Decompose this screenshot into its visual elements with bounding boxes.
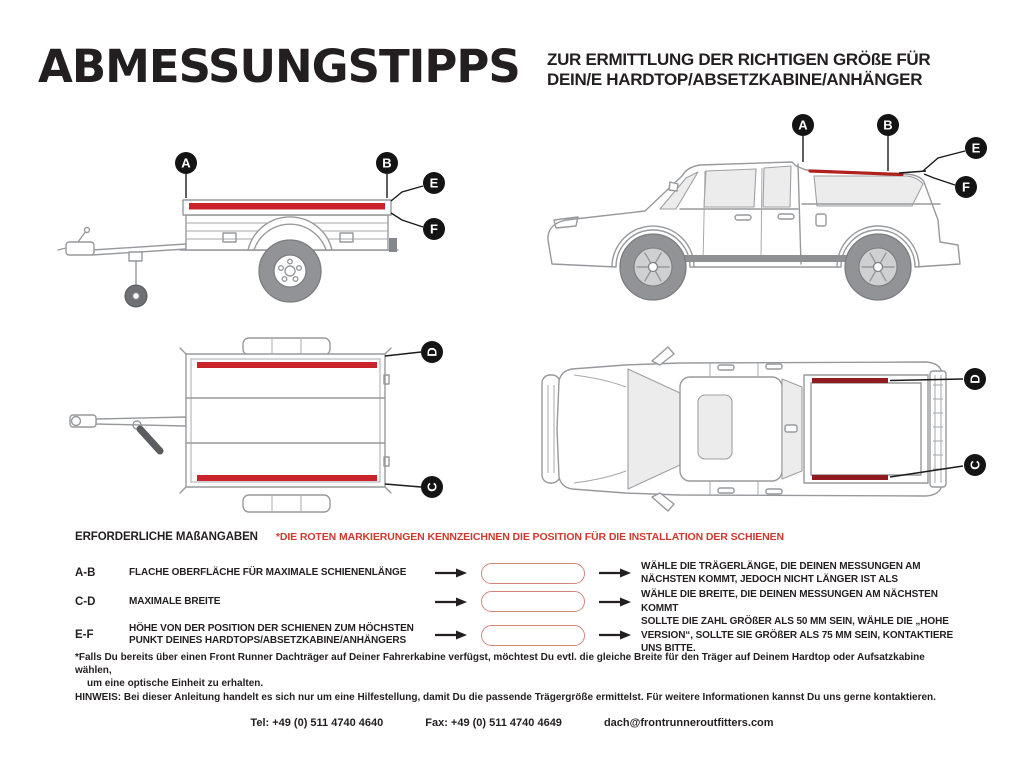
bed-rail-marking-bottom: [812, 475, 888, 480]
svg-text:D: D: [424, 347, 440, 357]
measurement-instruction: WÄHLE DIE TRÄGERLÄNGE, DIE DEINEN MESSUNGEN AM NÄCHSTEN KOMMT, JEDOCH NICHT LÄNGER IST ALS: [641, 560, 921, 585]
truck-line-art: [542, 347, 946, 511]
label-c-badge: [421, 476, 443, 498]
label-d-badge: [421, 341, 443, 363]
arrow-right-icon: [598, 629, 632, 641]
bed-rail-marking-top: [812, 378, 888, 383]
label-f-badge: [955, 176, 977, 198]
truck-top-view-drawing: [530, 335, 1000, 530]
svg-text:C: C: [424, 482, 440, 492]
trailer-line-art: [58, 200, 398, 307]
measurement-input-field[interactable]: [481, 591, 585, 612]
asterisk-footnote: [75, 651, 960, 690]
trailer-side-view-drawing: [40, 140, 460, 325]
label-a-badge: [175, 152, 197, 174]
arrow-right-icon: [598, 567, 632, 579]
svg-text:E: E: [971, 140, 981, 156]
leader-lines: [385, 352, 421, 487]
arrow-right-icon: [434, 629, 468, 641]
measurements-heading-row: [75, 531, 784, 543]
label-f-badge: [423, 218, 445, 240]
svg-text:D: D: [967, 374, 983, 384]
hinweis-footnote: HINWEIS: Bei dieser Anleitung handelt es sich nur um eine Hilfestellung, damit Du die passende Trägergröße ermittelst. Für weitere Informationen kannst Du uns gerne kontaktieren.: [75, 692, 936, 703]
measurement-code: A-B: [75, 567, 96, 579]
measurement-description: HÖHE VON DER POSITION DER SCHIENEN ZUM HÖCHSTEN PUNKT DEINES HARDTOPS/ABSETZKABINE/ANHÄNGERS: [129, 623, 414, 647]
measurement-description: MAXIMALE BREITE: [129, 595, 221, 607]
page-subtitle: [547, 50, 930, 89]
asterisk-footnote-line-2: um eine optische Einheit zu erhalten.: [87, 678, 264, 689]
svg-text:B: B: [382, 155, 392, 171]
truck-line-art: [548, 162, 960, 300]
measurement-row-cd: [75, 588, 960, 615]
rail-position-marking-bottom: [197, 475, 377, 481]
svg-text:C: C: [967, 460, 983, 470]
trailer-side-view-figure: [40, 140, 460, 325]
svg-text:A: A: [181, 155, 191, 171]
label-a-badge: [792, 114, 814, 136]
label-d-badge: [964, 368, 986, 390]
measurement-input-field[interactable]: [481, 625, 585, 646]
label-b-badge: [877, 114, 899, 136]
measurement-instruction: SOLLTE DIE ZAHL GRÖßER ALS 50 MM SEIN, WÄHLE DIE „HOHE VERSION“, SOLLTE SIE GRÖßER ALS 75 MM SEIN, KONTAKTIERE UNS BITTE.: [641, 616, 954, 654]
contact-email: dach@frontrunneroutfitters.com: [603, 717, 774, 729]
label-e-badge: [423, 172, 445, 194]
measurement-code: C-D: [75, 595, 96, 608]
measurement-row-ab: [75, 558, 960, 588]
truck-top-view-figure: [530, 335, 1000, 530]
svg-text:A: A: [798, 117, 808, 133]
svg-text:F: F: [430, 221, 438, 237]
contact-row: [0, 717, 1024, 729]
label-b-badge: [376, 152, 398, 174]
measurement-field-cell: [477, 591, 589, 612]
measurement-rows: [75, 558, 960, 656]
subtitle-line-1: ZUR ERMITTLUNG DER RICHTIGEN GRÖßE FÜR: [547, 50, 931, 69]
rail-position-marking: [189, 203, 385, 210]
measurement-instruction: WÄHLE DIE BREITE, DIE DEINEN MESSUNGEN AM NÄCHSTEN KOMMT: [641, 589, 938, 614]
arrow-right-icon: [598, 596, 632, 608]
contact-tel: Tel: +49 (0) 511 4740 4640: [250, 717, 384, 729]
measurement-description: FLACHE OBERFLÄCHE FÜR MAXIMALE SCHIENENLÄNGE: [129, 567, 407, 578]
asterisk-footnote-line-1: *Falls Du bereits über einen Front Runner Dachträger auf Deiner Fahrerkabine verfügst, möchtest Du evtl. die gleiche Breite für den Träger auf Deinem Hardtop oder Aufsatzkabine wählen,: [75, 652, 925, 676]
measurement-code: E-F: [75, 629, 94, 642]
measurements-heading: ERFORDERLICHE MAßANGABEN: [75, 531, 258, 543]
measurement-row-ef: [75, 615, 960, 656]
svg-text:B: B: [883, 117, 893, 133]
arrow-right-icon: [434, 567, 468, 579]
svg-text:F: F: [962, 179, 970, 195]
truck-side-view-figure: [530, 113, 1000, 320]
measurement-field-cell: [477, 625, 589, 646]
label-c-badge: [964, 454, 986, 476]
subtitle-line-2: DEIN/E HARDTOP/ABSETZKABINE/ANHÄNGER: [547, 69, 923, 89]
contact-fax: Fax: +49 (0) 511 4740 4649: [425, 717, 562, 729]
rail-position-marking-top: [197, 362, 377, 368]
red-markings-note: *DIE ROTEN MARKIERUNGEN KENNZEICHNEN DIE POSITION FÜR DIE INSTALLATION DER SCHIENEN: [275, 531, 785, 543]
measurement-field-cell: [477, 563, 589, 584]
page-title: ABMESSUNGSTIPPS: [38, 40, 520, 93]
measurement-input-field[interactable]: [481, 563, 585, 584]
trailer-top-view-figure: [40, 335, 460, 515]
arrow-right-icon: [434, 596, 468, 608]
trailer-top-view-drawing: [40, 335, 460, 515]
truck-side-view-drawing: [530, 113, 1000, 320]
label-e-badge: [965, 137, 987, 159]
svg-text:E: E: [429, 175, 439, 191]
